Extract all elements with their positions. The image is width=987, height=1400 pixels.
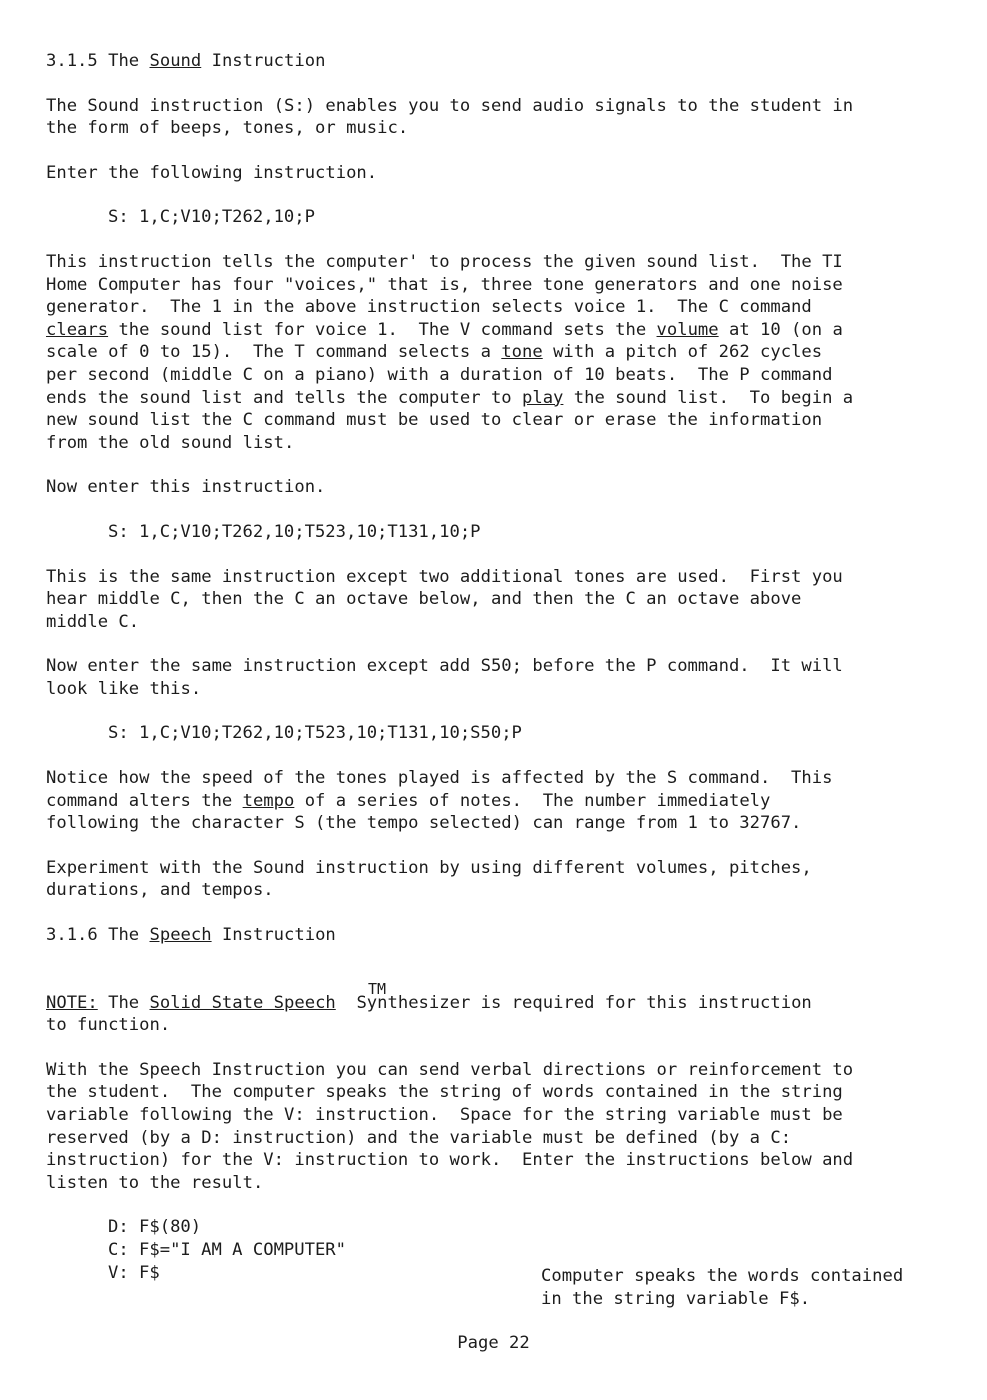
code-line-2: S: 1,C;V10;T262,10;T523,10;T131,10;P: [108, 521, 481, 542]
paragraph-experiment: Experiment with the Sound instruction by using different volumes, pitches, durations, and tempos.: [46, 857, 812, 901]
section-heading-sound: 3.1.5 The Sound Instruction: [46, 51, 326, 71]
paragraph-sound-intro: The Sound instruction (S:) enables you to send audio signals to the student in the form of beeps, tones, or music.: [46, 95, 854, 139]
callout-note: Computer speaks the words contained in the string variable F$.: [541, 1266, 904, 1309]
paragraph-add-s50: Now enter the same instruction except add S50; before the P command. It will look like this.: [46, 656, 843, 699]
paragraph-speech: With the Speech Instruction you can send verbal directions or reinforcement to the student. The computer speaks the string of words contained in the string variable following the V: instruction. Space for the string variable must be reserved (by a D: instruction) and the variable must be defined (by a C: instruction) for the V: instruction to work. Enter the instructions below and listen to the result.: [46, 1059, 854, 1193]
paragraph-same-instruction: This is the same instruction except two additional tones are used. First you hear middle C, then the C an octave below, and then the C an octave above middle C.: [46, 566, 843, 632]
page-number: Page 22: [457, 1333, 530, 1353]
code-line-1: S: 1,C;V10;T262,10;P: [108, 207, 315, 228]
code-line-v: V: F$: [108, 1262, 160, 1283]
code-line-d: D: F$(80): [108, 1217, 202, 1238]
paragraph-notice-tempo: Notice how the speed of the tones played is affected by the S command. This command alters the tempo of a series of notes. The number immediately following the character S (the tempo selected) can range from 1 to 32767.: [46, 768, 833, 834]
trademark-mark: TM: [368, 980, 387, 998]
code-line-3: S: 1,C;V10;T262,10;T523,10;T131,10;S50;P: [108, 723, 522, 744]
paragraph-enter-instruction: Enter the following instruction.: [46, 162, 378, 183]
note-label: NOTE:: [46, 992, 98, 1013]
code-line-c: C: F$="I AM A COMPUTER": [108, 1239, 346, 1260]
underlined-word: Sound: [149, 51, 202, 71]
paragraph-explanation: This instruction tells the computer' to process the given sound list. The TI Home Computer has four "voices," that is, three tone generators and one noise generator. The 1 in the above instruction selects voice 1. The C command clears the sound list for voice 1. The V command sets the volume at 10 (on a scale of 0 to 15). The T command selects a tone with a pitch of 262 cycles per second (middle C on a piano) with a duration of 10 beats. The P command ends the sound list and tells the computer to play the sound list. To begin a new sound list the C command must be used to clear or erase the information from the old sound list.: [46, 251, 854, 453]
paragraph-enter-this: Now enter this instruction.: [46, 477, 326, 498]
product-name: Solid State Speech: [149, 992, 336, 1013]
section-heading-speech: 3.1.6 The Speech Instruction: [46, 925, 336, 946]
document-page: [46, 50, 951, 1284]
note-paragraph: NOTE: The Solid State Speech Synthesizer is required for this instruction to function.: [46, 992, 812, 1036]
underlined-word: Speech: [149, 925, 212, 946]
